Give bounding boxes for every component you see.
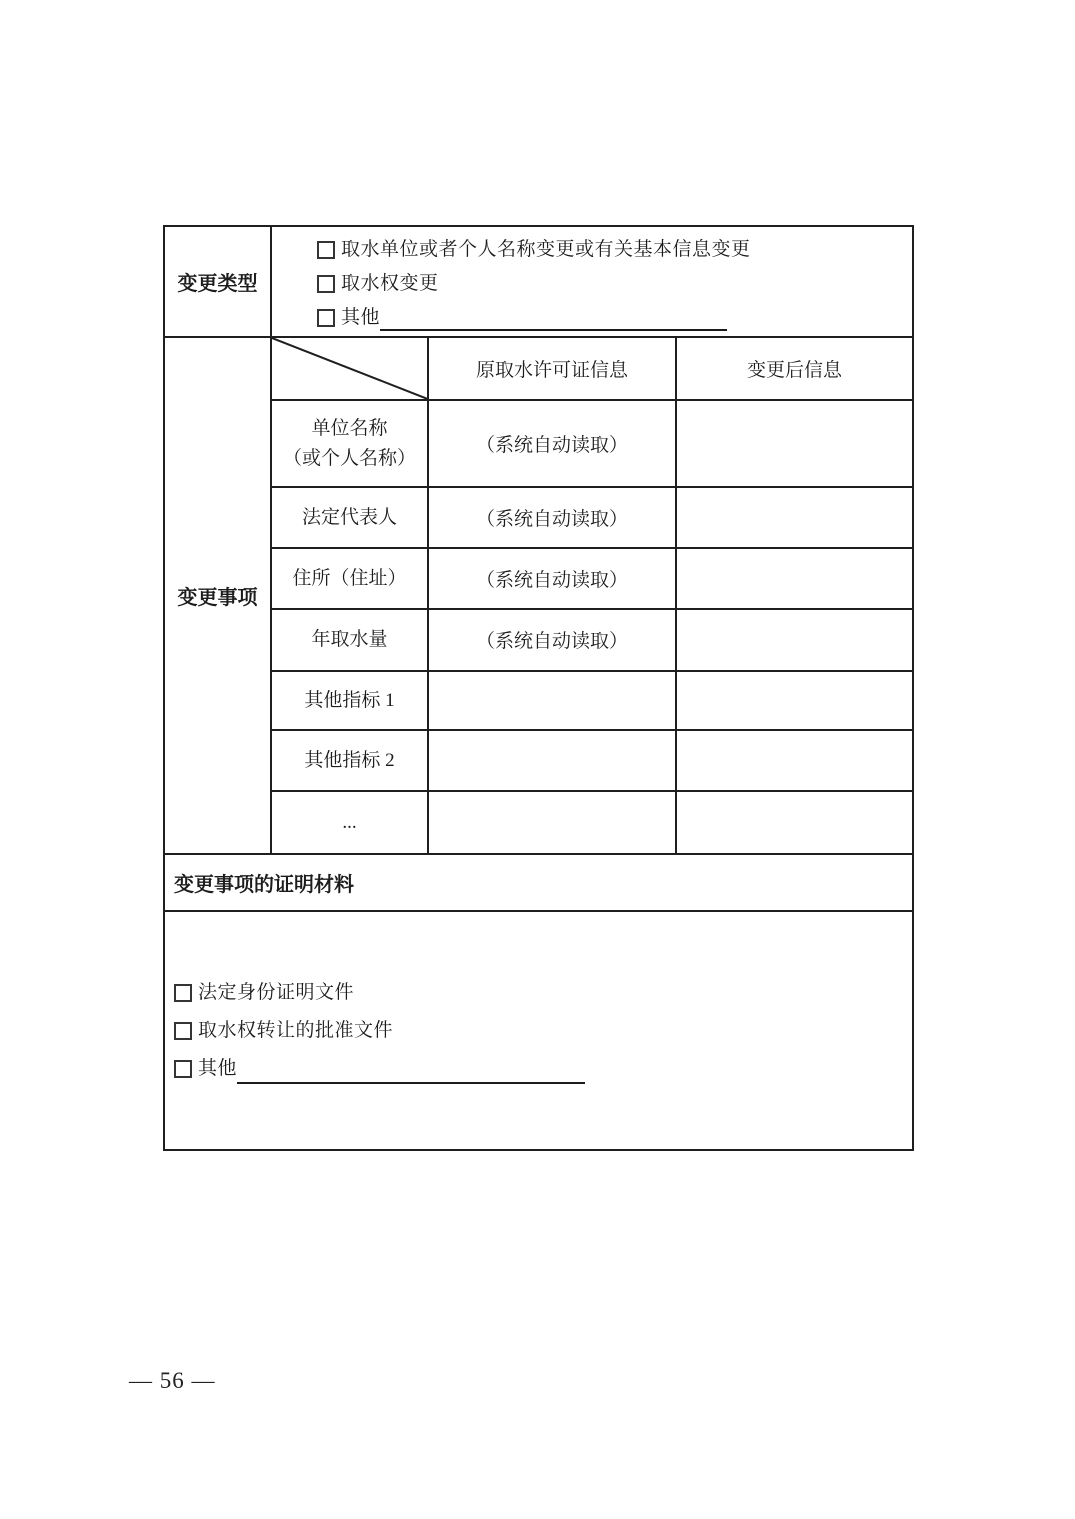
change-type-row (165, 227, 912, 336)
after-value-cell[interactable] (675, 731, 912, 790)
after-info-header: 变更后信息 (675, 338, 912, 399)
checkbox-name-change[interactable] (317, 241, 335, 259)
table-row-address (272, 547, 912, 608)
change-type-option-3 (317, 301, 912, 335)
table-row-other-indicator-1 (272, 670, 912, 730)
original-value-cell: （系统自动读取） (427, 549, 675, 608)
row-label: 其他指标 1 (304, 689, 395, 711)
after-value-cell[interactable] (675, 610, 912, 670)
checkbox-water-right-change[interactable] (317, 275, 335, 293)
page-number: — 56 — (129, 1368, 216, 1393)
row-label: 法定代表人 (301, 506, 397, 528)
diagonal-header-cell (272, 338, 427, 399)
change-items-subtable (270, 338, 912, 853)
table-row-other-indicator-2 (272, 729, 912, 790)
original-value-cell[interactable] (427, 731, 675, 790)
materials-option-2 (174, 1012, 912, 1050)
option-label: 取水权转让的批准文件 (198, 1020, 394, 1041)
change-items-section (165, 336, 912, 853)
materials-options-cell (165, 910, 912, 1149)
option-label: 取水权变更 (341, 272, 439, 294)
table-row-annual-water-intake (272, 608, 912, 670)
materials-title-row (165, 853, 912, 910)
materials-option-3 (174, 1050, 912, 1088)
other-change-fill-in-blank[interactable] (380, 311, 727, 331)
table-row-unit-name (272, 399, 912, 487)
original-value-cell: （系统自动读取） (427, 610, 675, 670)
original-info-header: 原取水许可证信息 (427, 338, 675, 399)
checkbox-identity-document[interactable] (174, 984, 192, 1002)
after-value-cell[interactable] (675, 549, 912, 608)
table-row-ellipsis (272, 790, 912, 853)
row-label: ... (342, 811, 357, 833)
subtable-header-row (272, 338, 912, 399)
change-items-label: 变更事项 (177, 587, 258, 609)
option-label: 法定身份证明文件 (198, 982, 355, 1003)
table-row-legal-representative (272, 486, 912, 547)
original-value-cell[interactable] (427, 672, 675, 730)
original-value-cell[interactable] (427, 792, 675, 853)
option-label: 其他 (341, 306, 381, 328)
option-label: 其他 (198, 1058, 238, 1079)
after-value-cell[interactable] (675, 401, 912, 487)
original-value-cell: （系统自动读取） (427, 401, 675, 487)
checkbox-other-change[interactable] (317, 309, 335, 327)
change-type-options (270, 227, 912, 336)
row-label: 年取水量 (311, 628, 388, 650)
after-value-cell[interactable] (675, 672, 912, 730)
row-label: 单位名称 （或个人名称） (282, 417, 416, 469)
change-type-option-1 (317, 233, 912, 267)
row-label: 其他指标 2 (304, 749, 395, 771)
original-value-cell: （系统自动读取） (427, 488, 675, 547)
other-material-fill-in-blank[interactable] (237, 1064, 585, 1084)
change-type-option-2 (317, 267, 912, 301)
after-value-cell[interactable] (675, 792, 912, 853)
after-value-cell[interactable] (675, 488, 912, 547)
row-label: 住所（住址） (292, 567, 407, 589)
checkbox-transfer-approval-document[interactable] (174, 1022, 192, 1040)
change-application-form-table (163, 225, 914, 1151)
diagonal-line (272, 338, 427, 399)
change-type-label: 变更类型 (177, 273, 258, 295)
option-label: 取水单位或者个人名称变更或有关基本信息变更 (341, 238, 751, 260)
materials-title: 变更事项的证明材料 (174, 874, 354, 896)
checkbox-other-material[interactable] (174, 1060, 192, 1078)
materials-option-1 (174, 974, 912, 1012)
